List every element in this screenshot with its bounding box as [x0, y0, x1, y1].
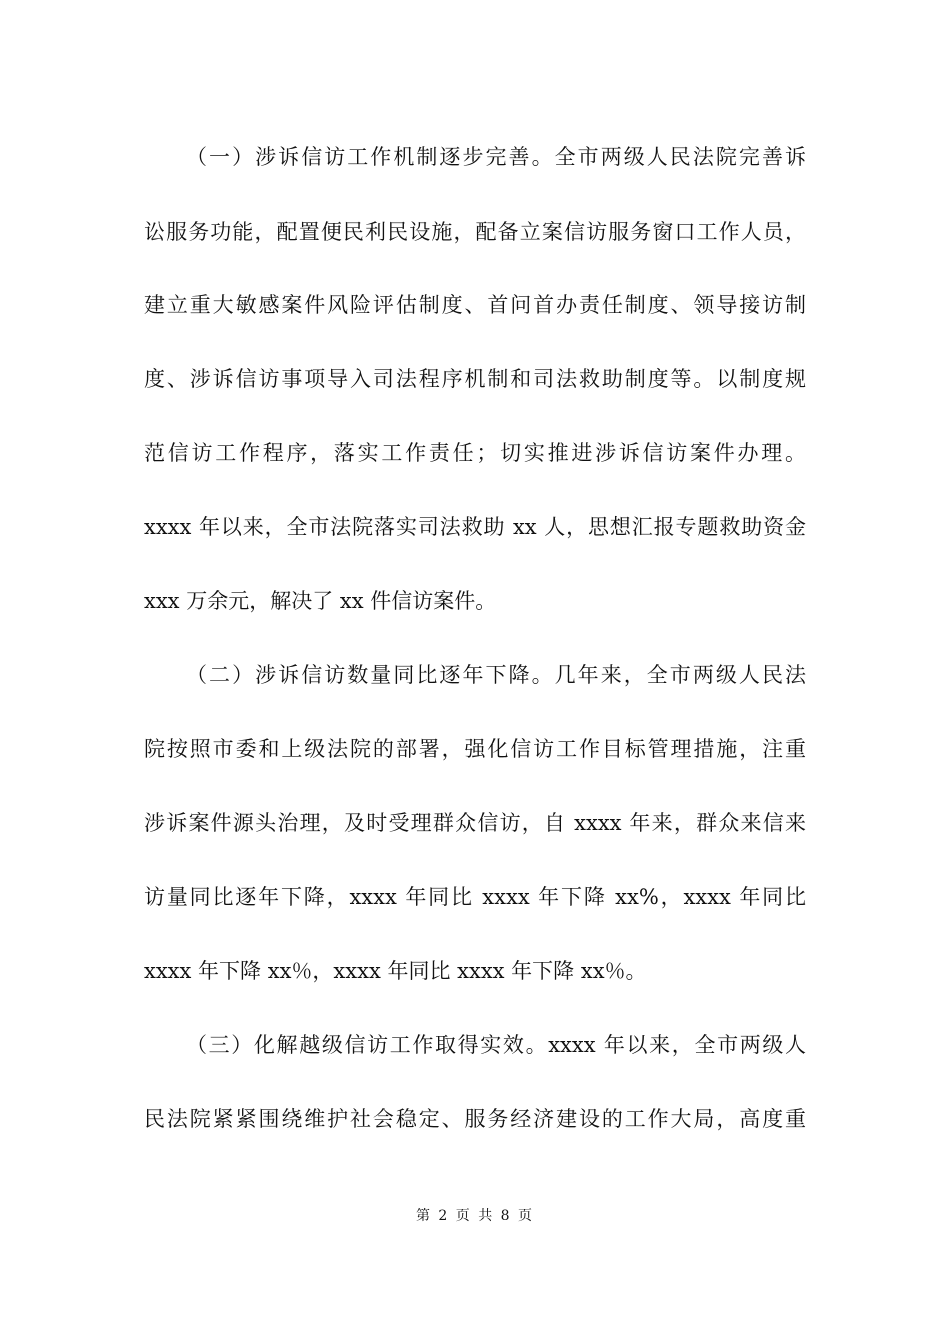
paragraph-2-line-1: （二）涉诉信访数量同比逐年下降。几年来，全市两级人民法	[186, 663, 806, 687]
paragraph-1-line-2: 讼服务功能，配置便民利民设施，配备立案信访服务窗口工作人员，	[144, 220, 806, 244]
paragraph-1-line-7: xxx 万余元，解决了 xx 件信访案件。	[144, 589, 497, 613]
paragraph-2-line-5: xxxx 年下降 xx％，xxxx 年同比 xxxx 年下降 xx％。	[144, 959, 647, 983]
paragraph-1-line-5: 范信访工作程序，落实工作责任；切实推进涉诉信访案件办理。	[144, 441, 806, 465]
paragraph-1-line-4: 度、涉诉信访事项导入司法程序机制和司法救助制度等。以制度规	[144, 367, 806, 391]
paragraph-2-line-3: 涉诉案件源头治理，及时受理群众信访，自 xxxx 年来，群众来信来	[144, 811, 806, 835]
paragraph-3-line-2: 民法院紧紧围绕维护社会稳定、服务经济建设的工作大局，高度重	[144, 1107, 806, 1131]
paragraph-1-line-1: （一）涉诉信访工作机制逐步完善。全市两级人民法院完善诉	[186, 145, 806, 169]
paragraph-3-line-1: （三）化解越级信访工作取得实效。xxxx 年以来，全市两级人	[186, 1033, 806, 1057]
paragraph-2-line-4: 访量同比逐年下降，xxxx 年同比 xxxx 年下降 xx%，xxxx 年同比	[144, 885, 806, 909]
paragraph-1-line-6: xxxx 年以来，全市法院落实司法救助 xx 人，思想汇报专题救助资金	[144, 515, 806, 539]
page-number-footer: 第 2 页 共 8 页	[415, 1208, 535, 1224]
paragraph-1-line-3: 建立重大敏感案件风险评估制度、首问首办责任制度、领导接访制	[144, 293, 806, 317]
paragraph-2-line-2: 院按照市委和上级法院的部署，强化信访工作目标管理措施，注重	[144, 737, 806, 761]
